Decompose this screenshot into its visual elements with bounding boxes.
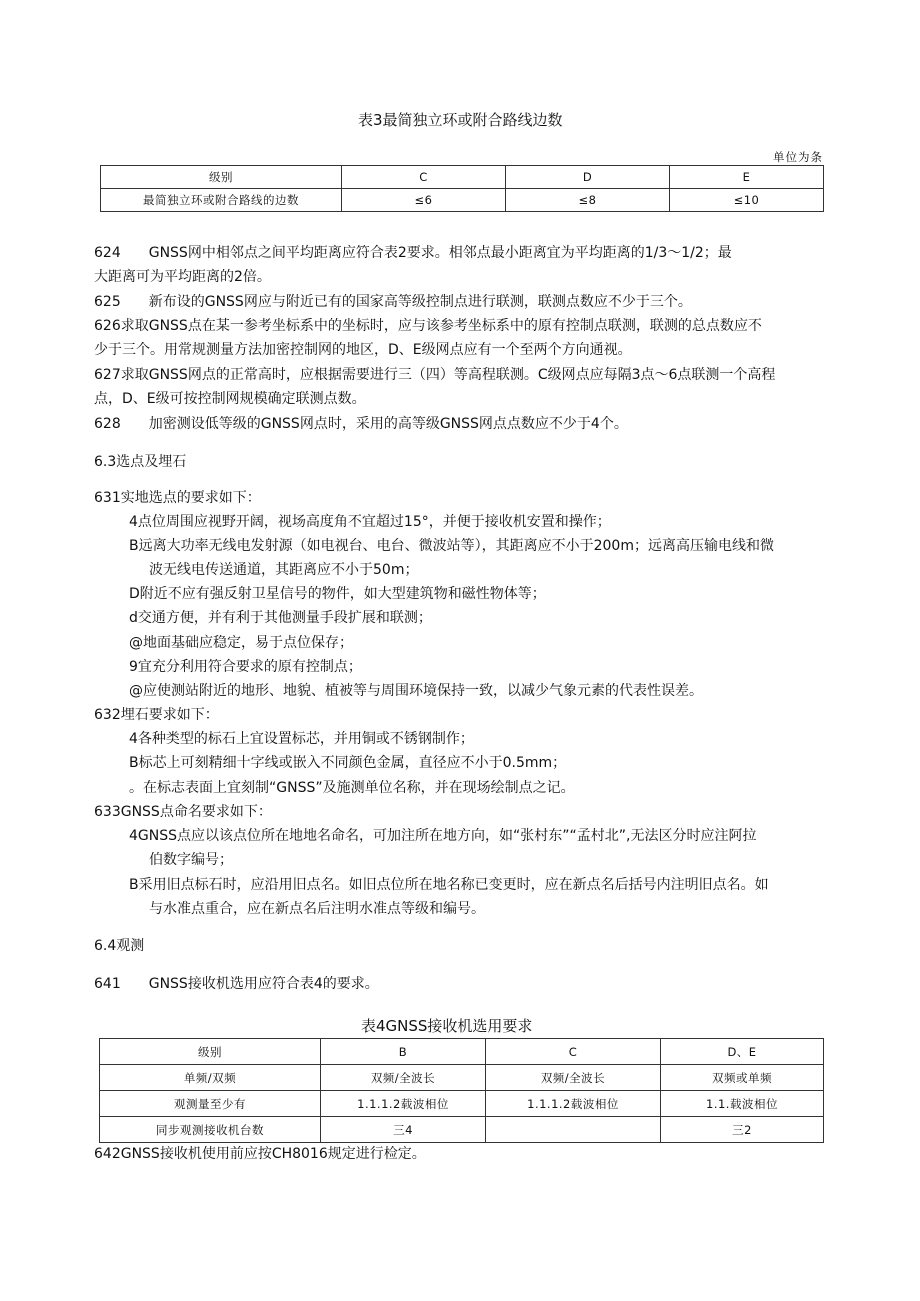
list-item: D附近不应有强反射卫星信号的物件，如大型建筑物和磁性物体等；	[129, 586, 546, 602]
table4-cell: 1.1.1.2载波相位	[486, 1091, 661, 1117]
paragraph-633: 633GNSS点命名要求如下：	[94, 804, 272, 820]
table3-cell: ≤10	[670, 189, 824, 212]
paragraph-626-line2: 少于三个。用常规测量方法加密控制网的地区，D、E级网点应有一个至两个方向通视。	[94, 342, 632, 358]
section-heading-6-4: 6.4观测	[94, 938, 145, 954]
table4-cell: 三2	[661, 1117, 824, 1143]
paragraph-632: 632埋石要求如下：	[94, 707, 219, 723]
paragraph-642: 642GNSS接收机使用前应按CH8016规定进行检定。	[94, 1146, 426, 1162]
table4-cell: 1.1.1.2载波相位	[321, 1091, 486, 1117]
paragraph-641: 641 GNSS接收机选用应符合表4的要求。	[94, 976, 379, 992]
table4-cell: 三4	[321, 1117, 486, 1143]
table4-cell: 单频/双频	[100, 1065, 321, 1091]
paragraph-627-line2: 点，D、E级可按控制网规模确定联测点数。	[94, 391, 366, 407]
table4-header-cell: 级别	[100, 1039, 321, 1065]
table3-header-cell: E	[670, 166, 824, 189]
list-item-continuation: 伯数字编号；	[149, 852, 233, 868]
table4-header-cell: B	[321, 1039, 486, 1065]
table4-header-cell: D、E	[661, 1039, 824, 1065]
list-item: @应使测站附近的地形、地貌、植被等与周围环境保持一致，以减少气象元素的代表性误差。	[129, 683, 703, 699]
paragraph-627-line1: 627求取GNSS网点的正常高时，应根据需要进行三（四）等高程联测。C级网点应每隔3点～6点联测一个高程	[94, 367, 776, 383]
table4-row	[100, 1117, 824, 1143]
list-item: 。在标志表面上宜刻制“GNSS”及施测单位名称，并在现场绘制点之记。	[129, 780, 575, 796]
list-item-continuation: 与水准点重合，应在新点名后注明水准点等级和编号。	[149, 901, 485, 917]
section-heading-6-3: 6.3选点及埋石	[94, 454, 187, 470]
paragraph-625: 625 新布设的GNSS网应与附近已有的国家高等级控制点进行联测，联测点数应不少于三个。	[94, 294, 692, 310]
table3-title: 表3最简独立环或附合路线边数	[358, 111, 563, 129]
paragraph-624-line1: 624 GNSS网中相邻点之间平均距离应符合表2要求。相邻点最小距离宜为平均距离的1/3～1/2；最	[94, 245, 732, 261]
table4-cell	[486, 1117, 661, 1143]
table3-header-cell: D	[506, 166, 670, 189]
list-item: 4各种类型的标石上宜设置标芯，并用铜或不锈钢制作；	[129, 731, 474, 747]
list-item: B采用旧点标石时，应沿用旧点名。如旧点位所在地名称已变更时，应在新点名后括号内注明旧点名。如	[129, 877, 769, 893]
list-item: 4GNSS点应以该点位所在地地名命名，可加注所在地方向，如“张村东”“孟村北”,无法区分时应注阿拉	[129, 828, 757, 844]
table4-cell: 双频/全波长	[321, 1065, 486, 1091]
table3-cell: ≤8	[506, 189, 670, 212]
list-item-continuation: 波无线电传送通道，其距离应不小于50m；	[149, 562, 419, 578]
list-item: d交通方便，并有利于其他测量手段扩展和联测；	[129, 610, 432, 626]
table4-header-cell: C	[486, 1039, 661, 1065]
table4-row	[100, 1091, 824, 1117]
list-item: B远离大功率无线电发射源（如电视台、电台、微波站等），其距离应不小于200m；远离高压输电线和微	[129, 538, 774, 554]
list-item: B标芯上可刻精细十字线或嵌入不同颜色金属，直径应不小于0.5mm；	[129, 755, 567, 771]
table3-row	[101, 189, 824, 212]
paragraph-631: 631实地选点的要求如下：	[94, 490, 261, 506]
table4-cell: 双频/全波长	[486, 1065, 661, 1091]
table3	[100, 165, 824, 212]
table3-cell: ≤6	[342, 189, 506, 212]
table3-header-cell: C	[342, 166, 506, 189]
table4-row	[100, 1065, 824, 1091]
list-item: 4点位周围应视野开阔，视场高度角不宜超过15°，并便于接收机安置和操作；	[129, 514, 611, 530]
table4	[99, 1038, 824, 1143]
paragraph-626-line1: 626求取GNSS点在某一参考坐标系中的坐标时，应与该参考坐标系中的原有控制点联测，联测的总点数应不	[94, 318, 762, 334]
table4-header-row	[100, 1039, 824, 1065]
list-item: 9宜充分利用符合要求的原有控制点；	[129, 659, 362, 675]
table4-cell: 双频或单频	[661, 1065, 824, 1091]
table4-title: 表4GNSS接收机选用要求	[361, 1017, 533, 1035]
table3-cell: 最简独立环或附合路线的边数	[101, 189, 342, 212]
table3-header-cell: 级别	[101, 166, 342, 189]
paragraph-628: 628 加密测设低等级的GNSS网点时，采用的高等级GNSS网点点数应不少于4个。	[94, 416, 628, 432]
list-item: @地面基础应稳定，易于点位保存；	[129, 635, 353, 651]
table4-cell: 观测量至少有	[100, 1091, 321, 1117]
table4-cell: 1.1.载波相位	[661, 1091, 824, 1117]
table3-header-row	[101, 166, 824, 189]
table3-unit: 单位为条	[773, 150, 823, 164]
table4-cell: 同步观测接收机台数	[100, 1117, 321, 1143]
paragraph-624-line2: 大距离可为平均距离的2倍。	[94, 269, 271, 285]
